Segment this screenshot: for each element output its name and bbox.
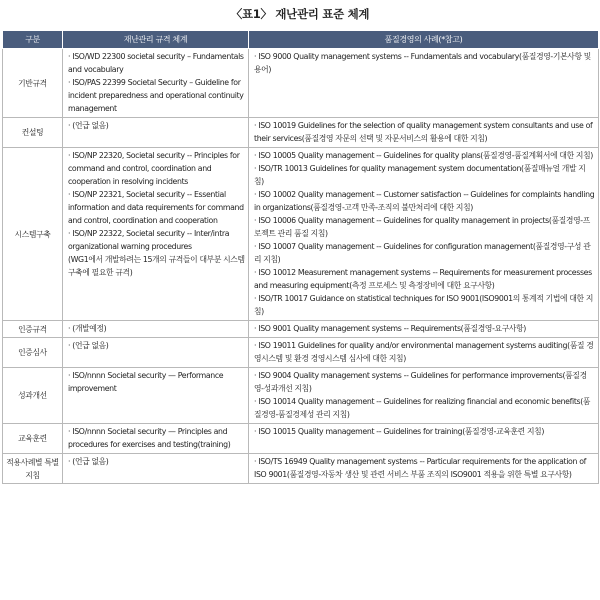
disaster-standard-item: · ISO/NP 22322, Societal security -- Inter/intra organizational warning procedures (68, 229, 230, 251)
header-disaster-standards: 재난관리 규격 체계 (63, 31, 249, 49)
disaster-standard-item: · ISO/nnnn Societal security — Principles and procedures for exercises and testing(training) (68, 427, 231, 449)
disaster-standard-item: · ISO/NP 22320, Societal security -- Principles for command and control, coordination and cooperation in resolving incidents (68, 151, 240, 186)
disaster-standard-cell (63, 338, 249, 368)
table-row (3, 49, 599, 118)
disaster-standard-item: · ISO/WD 22300 societal security – Fundamentals and vocabulary (68, 52, 244, 74)
disaster-standard-item: · ISO/NP 22321, Societal security -- Essential information and data requirements for command and control, coordination and cooperation (68, 190, 244, 225)
quality-standard-item: · ISO 10014 Quality management -- Guidelines for realizing financial and economic benefits(품질경영-품질경제성 관리 지침) (254, 397, 591, 419)
quality-example-cell (249, 49, 599, 118)
table-row (3, 368, 599, 424)
category-cell: 인증심사 (3, 338, 63, 368)
quality-standard-item: · ISO/TR 10017 Guidance on statistical techniques for ISO 9001(ISO9001의 통계적 기법에 대한 지침) (254, 294, 594, 316)
table-title: 〈표1〉 재난관리 표준 체계 (230, 7, 370, 21)
quality-standard-item: · ISO 10007 Quality management -- Guidelines for configuration management(품질경영-구성 관리 지침) (254, 242, 591, 264)
table-row (3, 148, 599, 321)
disaster-standard-cell (63, 424, 249, 454)
table-row (3, 424, 599, 454)
quality-example-cell (249, 118, 599, 148)
disaster-standard-cell (63, 148, 249, 321)
disaster-standard-cell (63, 368, 249, 424)
category-cell: 교육훈련 (3, 424, 63, 454)
quality-example-cell (249, 454, 599, 484)
quality-example-cell (249, 148, 599, 321)
disaster-standard-item: · (언급 없음) (68, 457, 109, 466)
category-cell: 컨설팅 (3, 118, 63, 148)
disaster-standard-item: · (언급 없음) (68, 341, 109, 350)
quality-standard-item: · ISO 10019 Guidelines for the selection of quality management system consultants and use of their services(품질경영 자문의 선택 및 자문서비스의 활용에 대한 지침) (254, 121, 593, 143)
header-category: 구분 (3, 31, 63, 49)
quality-standard-item: · ISO/TR 10013 Guidelines for quality management system documentation(품질매뉴얼 개발 지침) (254, 164, 586, 186)
disaster-standard-item: · ISO/PAS 22399 Societal Security – Guideline for incident preparedness and operational continuity management (68, 78, 244, 113)
disaster-standard-item: · (언급 없음) (68, 121, 109, 130)
quality-example-cell (249, 321, 599, 338)
table-row (3, 338, 599, 368)
header-quality-examples: 품질경영의 사례(*참고) (249, 31, 599, 49)
table-row (3, 321, 599, 338)
quality-example-cell (249, 338, 599, 368)
disaster-standard-item: · ISO/nnnn Societal security — Performance improvement (68, 371, 224, 393)
disaster-standard-cell (63, 454, 249, 484)
disaster-standard-cell (63, 118, 249, 148)
category-cell: 기반규격 (3, 49, 63, 118)
quality-standard-item: · ISO 10015 Quality management -- Guidelines for training(품질경영-교육훈련 지침) (254, 427, 545, 436)
category-cell: 성과개선 (3, 368, 63, 424)
table-row (3, 454, 599, 484)
quality-standard-item: · ISO 10005 Quality management -- Guidelines for quality plans(품질경영-품질계획서에 대한 지침) (254, 151, 593, 160)
category-cell: 적용사례별 특별지침 (3, 454, 63, 484)
category-cell: 시스템구축 (3, 148, 63, 321)
disaster-standard-cell (63, 321, 249, 338)
quality-standard-item: · ISO 9001 Quality management systems -- Requirements(품질경영-요구사항) (254, 324, 526, 333)
header-row (3, 31, 599, 49)
quality-example-cell (249, 368, 599, 424)
table-row (3, 118, 599, 148)
disaster-standard-item: (WG1에서 개발하려는 15개의 규격들이 대부분 시스템 구축에 필요한 규격) (68, 255, 245, 277)
quality-standard-item: · ISO/TS 16949 Quality management systems -- Particular requirements for the application of ISO 9001(품질경영-자동차 생산 및 관련 서비스 부품 조직의 ISO9001 적용을 위한 특별 요구사항) (254, 457, 587, 479)
standards-table (2, 30, 599, 484)
disaster-standard-cell (63, 49, 249, 118)
quality-standard-item: · ISO 10006 Quality management -- Guidelines for quality management in projects(품질경영-프로젝트 관리 품질 지침) (254, 216, 590, 238)
quality-standard-item: · ISO 9000 Quality management systems -- Fundamentals and vocabulary(품질경영-기본사항 및 용어) (254, 52, 591, 74)
disaster-standard-item: · (개발예정) (68, 324, 107, 333)
quality-standard-item: · ISO 10012 Measurement management systems -- Requirements for measurement processes and measuring equipment(측정 프로세스 및 측정장비에 대한 요구사항) (254, 268, 592, 290)
quality-example-cell (249, 424, 599, 454)
quality-standard-item: · ISO 9004 Quality management systems -- Guidelines for performance improvements(품질경영-성과개선 지침) (254, 371, 587, 393)
quality-standard-item: · ISO 10002 Quality management -- Customer satisfaction -- Guidelines for complaints handling in organizations(품질경영-고객 만족-조직의 불만처리에 대한 지침) (254, 190, 595, 212)
quality-standard-item: · ISO 19011 Guidelines for quality and/or environmental management systems auditing(품질 경영시스템 및 환경 경영시스템 심사에 대한 지침) (254, 341, 594, 363)
category-cell: 인증규격 (3, 321, 63, 338)
